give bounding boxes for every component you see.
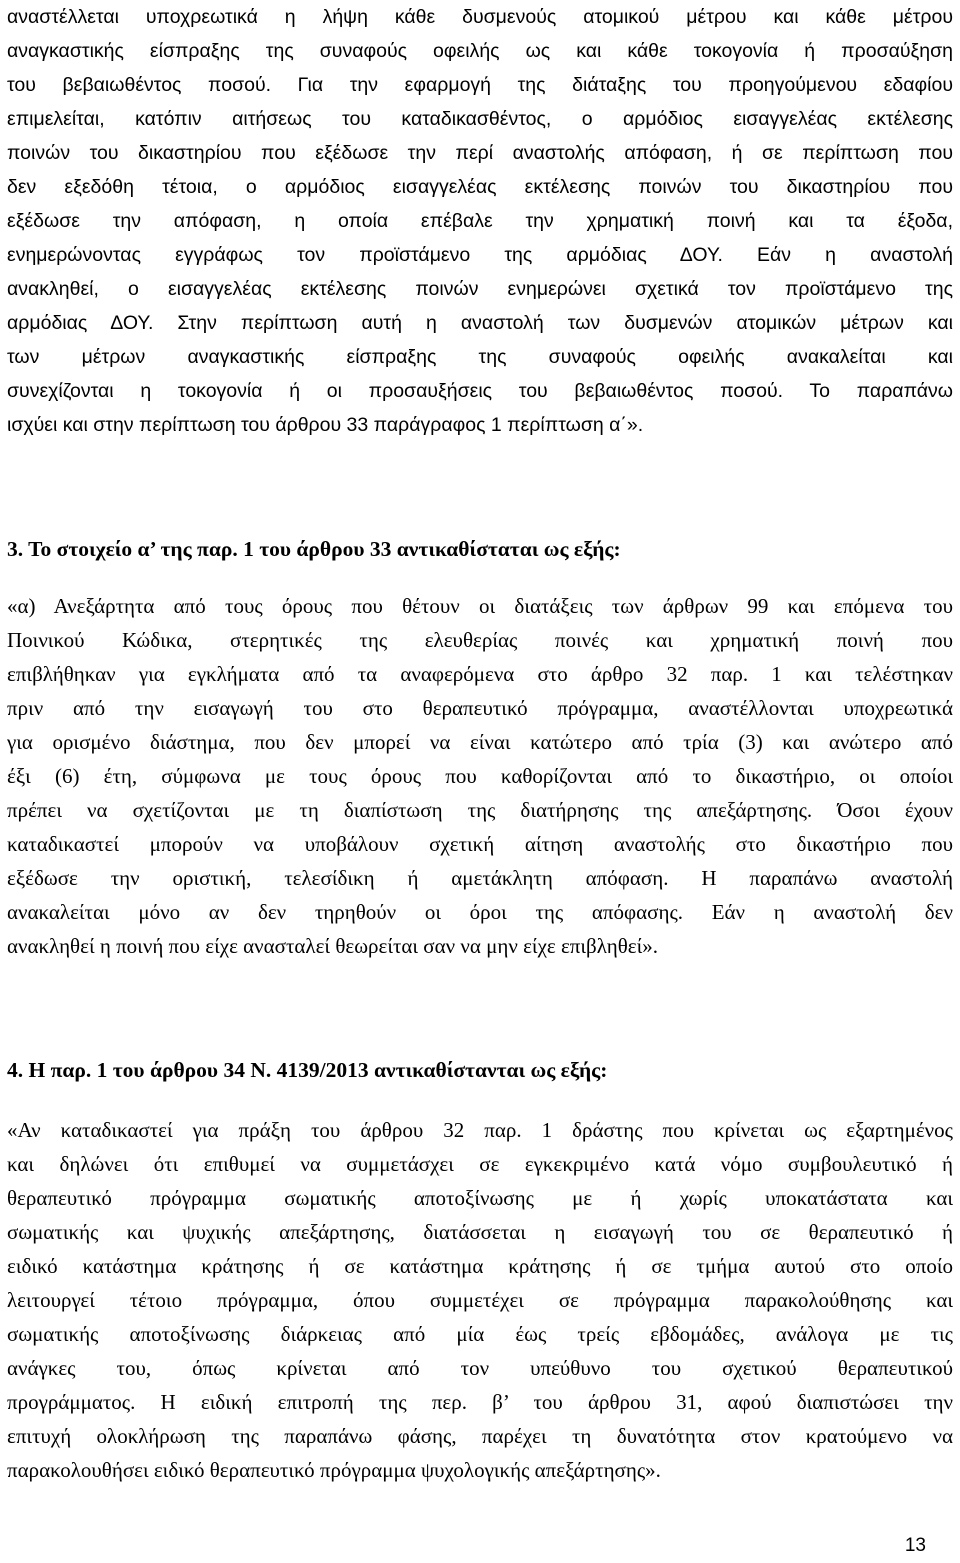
- section-3-body: [7, 589, 953, 963]
- paragraph-1-line: του βεβαιωθέντος ποσού. Για την εφαρμογή της διάταξης του προηγούμενου εδαφίου: [7, 74, 953, 96]
- section-3-line: Ποινικού Κώδικα, στερητικές της ελευθερίας ποινές και χρηματική ποινή που: [7, 628, 953, 652]
- paragraph-1-line: αναγκαστικής είσπραξης της συναφούς οφειλής ως και κάθε τοκογονία ή προσαύξηση: [7, 40, 953, 62]
- section-3-line: έξι (6) έτη, σύμφωνα με τους όρους που καθορίζονται από το δικαστήριο, οι οποίοι: [7, 764, 953, 788]
- section-3-line: πρέπει να σχετίζονται με τη διαπίστωση της διατήρησης της απεξάρτησης. Όσοι έχουν: [7, 798, 953, 822]
- paragraph-1-line: δεν εξεδόθη τέτοια, ο αρμόδιος εισαγγελέας εκτέλεσης ποινών του δικαστηρίου που: [7, 176, 953, 198]
- section-4-line: «Αν καταδικαστεί για πράξη του άρθρου 32 παρ. 1 δράστης που κρίνεται ως εξαρτημένος: [7, 1118, 953, 1142]
- section-3-heading: 3. Το στοιχείο α’ της παρ. 1 του άρθρου 33 αντικαθίσταται ως εξής:: [7, 537, 621, 561]
- section-4-line: προγράμματος. Η ειδική επιτροπή της περ. β’ του άρθρου 31, αφού διαπιστώσει την: [7, 1390, 953, 1414]
- paragraph-1-line: ανακληθεί, ο εισαγγελέας εκτέλεσης ποινών ενημερώνει σχετικά τον προϊστάμενο της: [7, 278, 953, 300]
- section-4-line: ανάγκες του, όπως κρίνεται από τον υπεύθυνο του σχετικού θεραπευτικού: [7, 1356, 953, 1380]
- paragraph-1-line: ποινών του δικαστηρίου που εξέδωσε την περί αναστολής απόφαση, ή σε περίπτωση που: [7, 142, 953, 164]
- section-4-line: σωματικής και ψυχικής απεξάρτησης, διατάσσεται η εισαγωγή του σε θεραπευτικό ή: [7, 1220, 953, 1244]
- section-3-line: για ορισμένο διάστημα, που δεν μπορεί να είναι κατώτερο από τρία (3) και ανώτερο από: [7, 730, 953, 754]
- paragraph-1-line: αναστέλλεται υποχρεωτικά η λήψη κάθε δυσμενούς ατομικού μέτρου και κάθε μέτρου: [7, 6, 953, 28]
- section-4-line: θεραπευτικό πρόγραμμα σωματικής αποτοξίνωσης με ή χωρίς υποκατάστατα και: [7, 1186, 953, 1210]
- section-3-line: ανακαλείται μόνο αν δεν τηρηθούν οι όροι της απόφασης. Εάν η αναστολή δεν: [7, 900, 953, 924]
- paragraph-1-line: συνεχίζονται η τοκογονία ή οι προσαυξήσεις του βεβαιωθέντος ποσού. Το παραπάνω: [7, 380, 953, 402]
- paragraph-1-line: ισχύει και στην περίπτωση του άρθρου 33 παράγραφος 1 περίπτωση α΄».: [7, 414, 644, 436]
- paragraph-1-line: των μέτρων αναγκαστικής είσπραξης της συναφούς οφειλής ανακαλείται και: [7, 346, 953, 368]
- section-4-heading: 4. Η παρ. 1 του άρθρου 34 Ν. 4139/2013 αντικαθίστανται ως εξής:: [7, 1058, 608, 1082]
- paragraph-continued: [7, 0, 953, 442]
- paragraph-1-line: ενημερώνοντας εγγράφως τον προϊστάμενο της αρμόδιας ΔΟΥ. Εάν η αναστολή: [7, 244, 953, 266]
- section-4-line: σωματικής αποτοξίνωσης διάρκειας από μία έως τρείς εβδομάδες, ανάλογα με τις: [7, 1322, 953, 1346]
- section-4-body: [7, 1113, 953, 1487]
- section-3-line: ανακληθεί η ποινή που είχε ανασταλεί θεωρείται σαν να μην είχε επιβληθεί».: [7, 934, 658, 958]
- section-4-line: επιτυχή ολοκλήρωση της παραπάνω φάσης, παρέχει τη δυνατότητα στον κρατούμενο να: [7, 1424, 953, 1448]
- section-3-line: εξέδωσε την οριστική, τελεσίδικη ή αμετάκλητη απόφαση. Η παραπάνω αναστολή: [7, 866, 953, 890]
- section-3-line: «α) Ανεξάρτητα από τους όρους που θέτουν οι διατάξεις των άρθρων 99 και επόμενα του: [7, 594, 953, 618]
- page-number: 13: [904, 1535, 926, 1556]
- paragraph-1-line: εξέδωσε την απόφαση, η οποία επέβαλε την χρηματική ποινή και τα έξοδα,: [7, 210, 953, 232]
- section-4-line: ειδικό κατάστημα κράτησης ή σε κατάστημα κράτησης ή σε τμήμα αυτού στο οποίο: [7, 1254, 953, 1278]
- section-3-line: επιβλήθηκαν για εγκλήματα από τα αναφερόμενα στο άρθρο 32 παρ. 1 και τελέστηκαν: [7, 662, 953, 686]
- section-4-line: λειτουργεί τέτοιο πρόγραμμα, όπου συμμετέχει σε πρόγραμμα παρακολούθησης και: [7, 1288, 953, 1312]
- paragraph-1-line: αρμόδιας ΔΟΥ. Στην περίπτωση αυτή η αναστολή των δυσμενών ατομικών μέτρων και: [7, 312, 953, 334]
- section-3-line: πριν από την εισαγωγή του στο θεραπευτικό πρόγραμμα, αναστέλλονται υποχρεωτικά: [7, 696, 953, 720]
- section-4-line: παρακολουθήσει ειδικό θεραπευτικό πρόγραμμα ψυχολογικής απεξάρτησης».: [7, 1458, 661, 1482]
- section-3-line: καταδικαστεί μπορούν να υποβάλουν σχετική αίτηση αναστολής στο δικαστήριο που: [7, 832, 953, 856]
- paragraph-1-line: επιμελείται, κατόπιν αιτήσεως του καταδικασθέντος, ο αρμόδιος εισαγγελέας εκτέλεσης: [7, 108, 953, 130]
- section-4-line: και δηλώνει ότι επιθυμεί να συμμετάσχει σε εγκεκριμένο κατά νόμο συμβουλευτικό ή: [7, 1152, 953, 1176]
